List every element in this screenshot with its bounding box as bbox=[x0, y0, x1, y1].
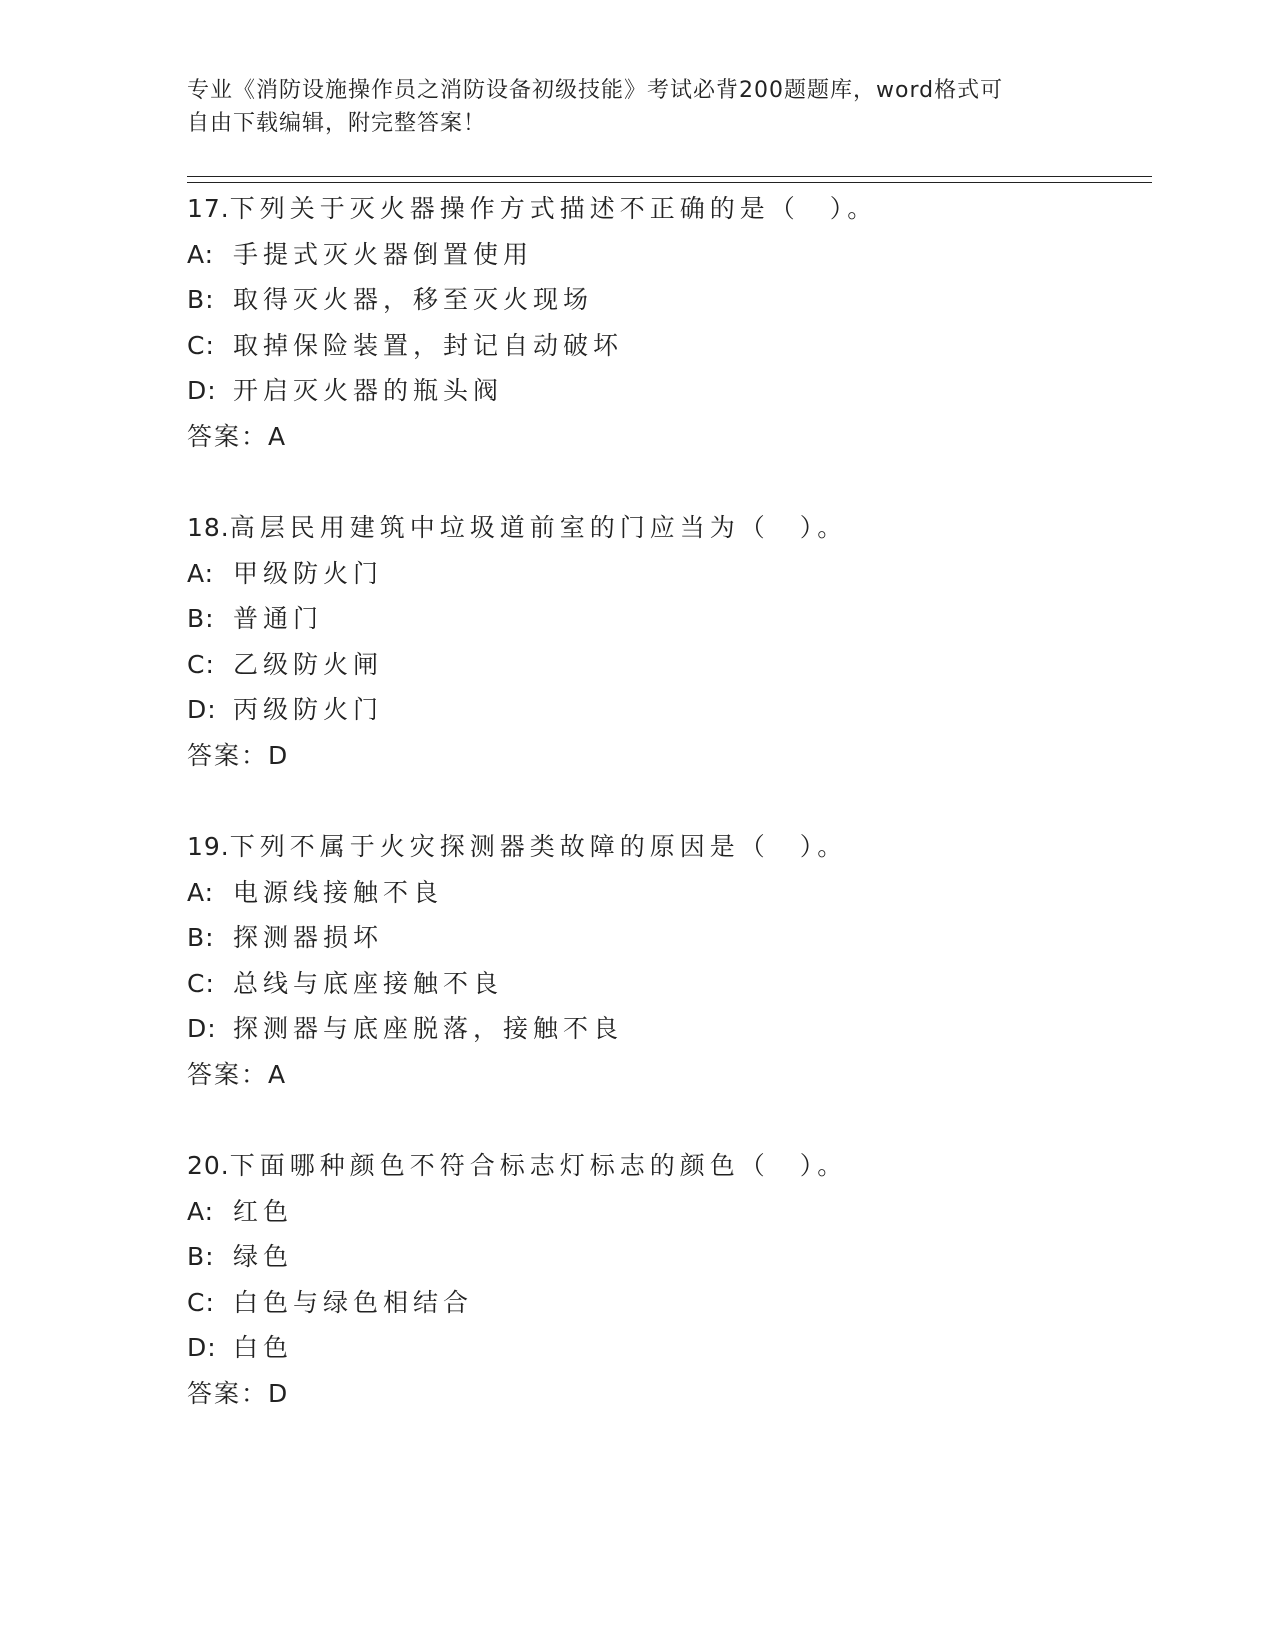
option-c bbox=[187, 642, 1147, 688]
question-stem bbox=[187, 824, 1147, 870]
option-letter: C: bbox=[187, 649, 215, 679]
option-text: 白色与绿色相结合 bbox=[233, 1287, 474, 1317]
option-letter: C: bbox=[187, 330, 215, 360]
question-number: 17. bbox=[187, 194, 230, 223]
question-17 bbox=[187, 186, 1147, 459]
option-a bbox=[187, 232, 1147, 278]
option-letter: A: bbox=[187, 239, 215, 269]
option-b bbox=[187, 1234, 1147, 1280]
option-b bbox=[187, 915, 1147, 961]
option-letter: B: bbox=[187, 285, 215, 314]
option-letter: A: bbox=[187, 1196, 215, 1226]
option-letter: A: bbox=[187, 877, 215, 907]
answer-label: 答案：D bbox=[187, 1378, 290, 1408]
option-text: 甲级防火门 bbox=[233, 558, 384, 588]
option-d bbox=[187, 1006, 1147, 1052]
option-c bbox=[187, 1280, 1147, 1326]
question-20 bbox=[187, 1143, 1147, 1416]
option-text: 探测器与底座脱落，接触不良 bbox=[233, 1014, 624, 1043]
question-number: 20. bbox=[187, 1151, 230, 1180]
header-line-2: 自由下载编辑，附完整答案！ bbox=[187, 111, 487, 136]
option-letter: D: bbox=[187, 1333, 217, 1362]
option-text: 普通门 bbox=[233, 604, 324, 633]
option-letter: D: bbox=[187, 376, 217, 405]
answer-label: 答案：D bbox=[187, 740, 290, 770]
option-a bbox=[187, 551, 1147, 597]
option-c bbox=[187, 323, 1147, 369]
question-text: 下面哪种颜色不符合标志灯标志的颜色（ ）。 bbox=[229, 1151, 848, 1180]
option-text: 红色 bbox=[233, 1196, 294, 1226]
option-c bbox=[187, 961, 1147, 1007]
option-d bbox=[187, 1325, 1147, 1371]
option-text: 手提式灭火器倒置使用 bbox=[233, 239, 534, 269]
answer-label: 答案：A bbox=[187, 421, 288, 451]
header-divider-top bbox=[187, 176, 1152, 177]
option-text: 白色 bbox=[233, 1333, 294, 1362]
option-letter: D: bbox=[187, 695, 217, 724]
question-stem bbox=[187, 1143, 1147, 1189]
header-line-1: 专业《消防设施操作员之消防设备初级技能》考试必背200题题库，word格式可 bbox=[187, 78, 1004, 103]
question-stem bbox=[187, 186, 1147, 232]
option-b bbox=[187, 277, 1147, 323]
option-text: 丙级防火门 bbox=[233, 695, 384, 724]
option-text: 开启灭火器的瓶头阀 bbox=[233, 376, 504, 405]
header-divider-bottom bbox=[187, 182, 1152, 183]
option-letter: A: bbox=[187, 558, 215, 588]
question-text: 高层民用建筑中垃圾道前室的门应当为（ ）。 bbox=[229, 513, 848, 542]
option-letter: C: bbox=[187, 968, 215, 998]
question-18 bbox=[187, 505, 1147, 778]
option-text: 取掉保险装置，封记自动破坏 bbox=[233, 330, 624, 360]
option-text: 乙级防火闸 bbox=[233, 649, 384, 679]
option-letter: B: bbox=[187, 604, 215, 633]
question-text: 下列不属于火灾探测器类故障的原因是（ ）。 bbox=[229, 832, 848, 861]
option-text: 电源线接触不良 bbox=[233, 877, 444, 907]
question-number: 19. bbox=[187, 832, 230, 861]
option-a bbox=[187, 870, 1147, 916]
answer-label: 答案：A bbox=[187, 1059, 288, 1089]
option-letter: B: bbox=[187, 923, 215, 952]
option-b bbox=[187, 596, 1147, 642]
option-text: 总线与底座接触不良 bbox=[233, 968, 504, 998]
option-text: 取得灭火器，移至灭火现场 bbox=[233, 285, 594, 314]
question-stem bbox=[187, 505, 1147, 551]
question-text: 下列关于灭火器操作方式描述不正确的是（ ）。 bbox=[229, 194, 878, 223]
option-d bbox=[187, 687, 1147, 733]
question-number: 18. bbox=[187, 513, 230, 542]
option-letter: D: bbox=[187, 1014, 217, 1043]
option-text: 绿色 bbox=[233, 1242, 294, 1271]
option-a bbox=[187, 1189, 1147, 1235]
question-19 bbox=[187, 824, 1147, 1097]
option-letter: B: bbox=[187, 1242, 215, 1271]
option-letter: C: bbox=[187, 1287, 215, 1317]
option-d bbox=[187, 368, 1147, 414]
document-header bbox=[187, 74, 1067, 140]
option-text: 探测器损坏 bbox=[233, 923, 384, 952]
